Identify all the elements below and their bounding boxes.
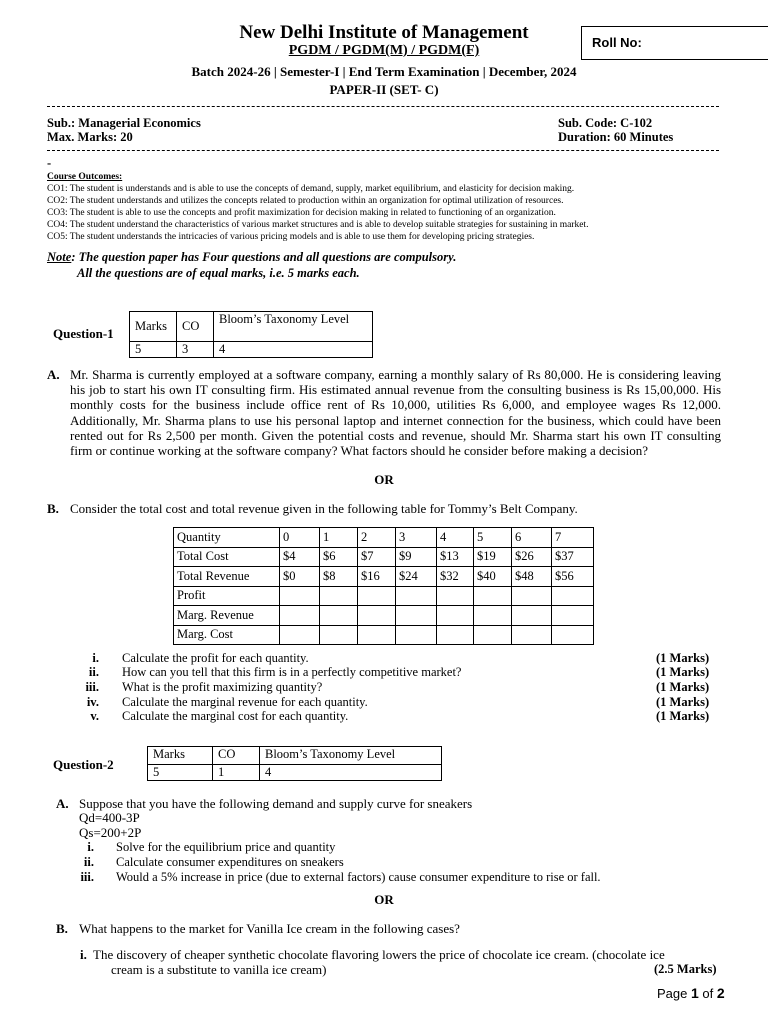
belt-table-cell xyxy=(437,606,474,626)
belt-table-cell: $13 xyxy=(437,547,474,567)
q2-sub-text: Calculate consumer expenditures on sneakers xyxy=(116,855,344,869)
q2-sub-number: ii. xyxy=(83,855,94,869)
q2-marks-header: Marks xyxy=(148,747,213,765)
belt-table-cell: $7 xyxy=(358,547,396,567)
belt-table-cell xyxy=(552,625,594,645)
q2-bloom-value: 4 xyxy=(260,765,442,781)
page-word: Page xyxy=(657,986,688,1001)
belt-table-cell: $9 xyxy=(396,547,437,567)
page-current: 1 xyxy=(691,985,699,1001)
belt-table-cell: $26 xyxy=(512,547,552,567)
q1-sub-marks: (1 Marks) xyxy=(656,651,710,665)
q2-option-b-letter: B. xyxy=(56,921,68,936)
q1-marks-value: 5 xyxy=(130,342,177,358)
subject-name: Sub.: Managerial Economics xyxy=(47,116,201,130)
q1-sub-number: ii. xyxy=(88,665,99,679)
q1-or: OR xyxy=(374,472,394,487)
belt-company-table xyxy=(173,527,594,645)
belt-table-row xyxy=(174,606,594,626)
belt-table-cell: $19 xyxy=(474,547,512,567)
q1-sub-number: v. xyxy=(90,709,99,723)
question-2-label: Question-2 xyxy=(53,757,114,772)
course-outcomes-heading: Course Outcomes: xyxy=(47,172,123,182)
note-text: : The question paper has Four questions and all questions are compulsory. xyxy=(71,250,457,264)
belt-table-cell xyxy=(396,625,437,645)
page-number xyxy=(657,985,725,1001)
q2-bloom-header: Bloom’s Taxonomy Level xyxy=(260,747,442,765)
q1-option-b-letter: B. xyxy=(47,501,59,516)
page-total: 2 xyxy=(716,985,725,1001)
belt-table-cell: $0 xyxy=(280,567,320,587)
q1-option-a-letter: A. xyxy=(47,367,60,382)
belt-table-cell: $6 xyxy=(320,547,358,567)
course-outcome-2: CO2: The student understands and utilizes the concepts related to production within an organization for optimal utilization of resources. xyxy=(47,196,564,206)
belt-table-cell: $37 xyxy=(552,547,594,567)
belt-table-cell: $4 xyxy=(280,547,320,567)
belt-table-cell: $16 xyxy=(358,567,396,587)
q1-marks-header: Marks xyxy=(130,312,177,342)
belt-table-cell: 2 xyxy=(358,528,396,548)
belt-table-cell xyxy=(437,625,474,645)
belt-table-cell xyxy=(512,606,552,626)
belt-table-cell: $40 xyxy=(474,567,512,587)
q2-marks-value: 5 xyxy=(148,765,213,781)
page-of: of xyxy=(702,986,714,1001)
q1-sub-marks: (1 Marks) xyxy=(656,695,710,709)
q1-sub-text: How can you tell that this firm is in a perfectly competitive market? xyxy=(122,665,462,679)
q1-sub-marks: (1 Marks) xyxy=(656,665,710,679)
supply-equation: Qs=200+2P xyxy=(79,825,142,840)
q1-co-value: 3 xyxy=(177,342,214,358)
belt-table-cell: 5 xyxy=(474,528,512,548)
q2-co-value: 1 xyxy=(213,765,260,781)
q2-b-i-marks: (2.5 Marks) xyxy=(654,962,717,976)
belt-table-cell xyxy=(552,606,594,626)
separator-bottom xyxy=(47,150,719,151)
institute-name: New Delhi Institute of Management xyxy=(239,22,529,43)
belt-table-row-label: Marg. Revenue xyxy=(174,606,280,626)
stray-dash: - xyxy=(47,156,52,170)
batch-line: Batch 2024-26 | Semester-I | End Term Examination | December, 2024 xyxy=(191,64,577,79)
belt-table-cell xyxy=(396,586,437,606)
question-1-meta-table xyxy=(129,311,373,358)
belt-table-cell xyxy=(358,606,396,626)
q2-sub-text: Would a 5% increase in price (due to external factors) cause consumer expenditure to rise or fall. xyxy=(116,870,601,884)
belt-table-cell xyxy=(358,625,396,645)
belt-table-cell xyxy=(512,625,552,645)
note-label: Note xyxy=(47,250,72,264)
course-outcome-1: CO1: The student is understands and is able to use the concepts of demand, supply, market equilibrium, and elasticity for decision making. xyxy=(47,184,575,194)
paper-set: PAPER-II (SET- C) xyxy=(329,82,439,97)
belt-table-row xyxy=(174,586,594,606)
belt-table-cell xyxy=(358,586,396,606)
q1-sub-marks: (1 Marks) xyxy=(656,709,710,723)
course-outcome-5: CO5: The student understands the intricacies of various pricing models and is able to use them for developing pricing strategies. xyxy=(47,232,535,242)
belt-table-cell: 0 xyxy=(280,528,320,548)
q1-sub-number: iv. xyxy=(86,695,99,709)
roll-no-box[interactable] xyxy=(581,26,768,60)
course-outcome-3: CO3: The student is able to use the concepts and profit maximization for decision making in related to functioning of an organization. xyxy=(47,208,556,218)
max-marks: Max. Marks: 20 xyxy=(47,130,133,144)
programs-line: PGDM / PGDM(M) / PGDM(F) xyxy=(288,43,480,58)
question-1-label: Question-1 xyxy=(53,326,114,341)
belt-table-cell xyxy=(474,625,512,645)
belt-table-cell xyxy=(280,586,320,606)
q1-sub-text: Calculate the marginal cost for each quantity. xyxy=(122,709,349,723)
q1-sub-text: What is the profit maximizing quantity? xyxy=(122,680,323,694)
q1-option-b-text: Consider the total cost and total revenue given in the following table for Tommy’s Belt Company. xyxy=(70,501,578,516)
q2-sub-text: Solve for the equilibrium price and quantity xyxy=(116,840,336,854)
belt-table-cell: 4 xyxy=(437,528,474,548)
belt-table-row-label: Profit xyxy=(174,586,280,606)
q2-option-a-text: Suppose that you have the following demand and supply curve for sneakers xyxy=(79,796,473,811)
q1-bloom-header: Bloom’s Taxonomy Level xyxy=(214,312,373,342)
belt-table-cell: $56 xyxy=(552,567,594,587)
belt-table-row-label: Total Cost xyxy=(174,547,280,567)
q1-sub-number: iii. xyxy=(85,680,99,694)
belt-table-row xyxy=(174,625,594,645)
belt-table-cell xyxy=(512,586,552,606)
question-2-meta-table xyxy=(147,746,442,781)
roll-no-label: Roll No: xyxy=(592,35,642,50)
q1-co-header: CO xyxy=(177,312,214,342)
q1-sub-text: Calculate the marginal revenue for each quantity. xyxy=(122,695,368,709)
q2-or: OR xyxy=(374,892,394,907)
belt-table-cell: $32 xyxy=(437,567,474,587)
q2-option-b-text: What happens to the market for Vanilla Ice cream in the following cases? xyxy=(79,921,460,936)
belt-table-row xyxy=(174,528,594,548)
q2-option-a-letter: A. xyxy=(56,796,69,811)
demand-equation: Qd=400-3P xyxy=(79,810,140,825)
belt-table-row-label: Total Revenue xyxy=(174,567,280,587)
q1-sub-number: i. xyxy=(92,651,99,665)
belt-table-cell xyxy=(474,606,512,626)
q2-sub-number: i. xyxy=(87,840,94,854)
belt-table-row xyxy=(174,567,594,587)
belt-table-cell xyxy=(474,586,512,606)
q1-sub-text: Calculate the profit for each quantity. xyxy=(122,651,309,665)
belt-table-cell: 6 xyxy=(512,528,552,548)
q2-co-header: CO xyxy=(213,747,260,765)
belt-table-cell xyxy=(437,586,474,606)
note-line-2: All the questions are of equal marks, i.e. 5 marks each. xyxy=(77,266,360,280)
belt-table-cell xyxy=(396,606,437,626)
subject-code: Sub. Code: C-102 xyxy=(558,116,653,130)
belt-table-row-label: Quantity xyxy=(174,528,280,548)
belt-table-cell: $24 xyxy=(396,567,437,587)
belt-table-cell xyxy=(320,625,358,645)
belt-table-cell xyxy=(320,606,358,626)
belt-table-cell xyxy=(280,606,320,626)
belt-table-cell xyxy=(280,625,320,645)
belt-table-cell: $48 xyxy=(512,567,552,587)
q1-bloom-value: 4 xyxy=(214,342,373,358)
belt-table-cell: 1 xyxy=(320,528,358,548)
q1-option-a-text: Mr. Sharma is currently employed at a software company, earning a monthly salary of Rs 80,000. He is considering leaving his job to start his own IT consulting firm. His estimated annual revenue from the consulting business is Rs 15,00,000. His monthly costs for the business include office rent of Rs 10,000, utilities Rs 6,000, and employee wages Rs 12,000. Additionally, Mr. Sharma plans to use his personal laptop and internet connection for the business, which could have been rented out for Rs 2,500 per month. Given the potential costs and revenue, should Mr. Sharma start his own IT consulting firm or continue working at the software company? What factors should he consider before making a decision? xyxy=(70,367,721,459)
separator-top xyxy=(47,106,719,107)
belt-table-row xyxy=(174,547,594,567)
note-line-1 xyxy=(47,250,456,265)
q2-sub-number: iii. xyxy=(80,870,94,884)
q2-b-i-line1: The discovery of cheaper synthetic chocolate flavoring lowers the price of chocolate ice cream. (chocolate ice xyxy=(93,947,665,962)
duration: Duration: 60 Minutes xyxy=(558,130,674,144)
belt-table-cell: 3 xyxy=(396,528,437,548)
q2-b-i-line2: cream is a substitute to vanilla ice cream) xyxy=(111,962,327,977)
belt-table-cell xyxy=(320,586,358,606)
course-outcome-4: CO4: The student understand the characteristics of various market structures and is able to develop suitable strategies for sustaining in market. xyxy=(47,220,589,230)
belt-table-cell: 7 xyxy=(552,528,594,548)
belt-table-cell: $8 xyxy=(320,567,358,587)
belt-table-cell xyxy=(552,586,594,606)
q1-sub-marks: (1 Marks) xyxy=(656,680,710,694)
belt-table-row-label: Marg. Cost xyxy=(174,625,280,645)
q2-b-i-number: i. xyxy=(80,947,87,962)
